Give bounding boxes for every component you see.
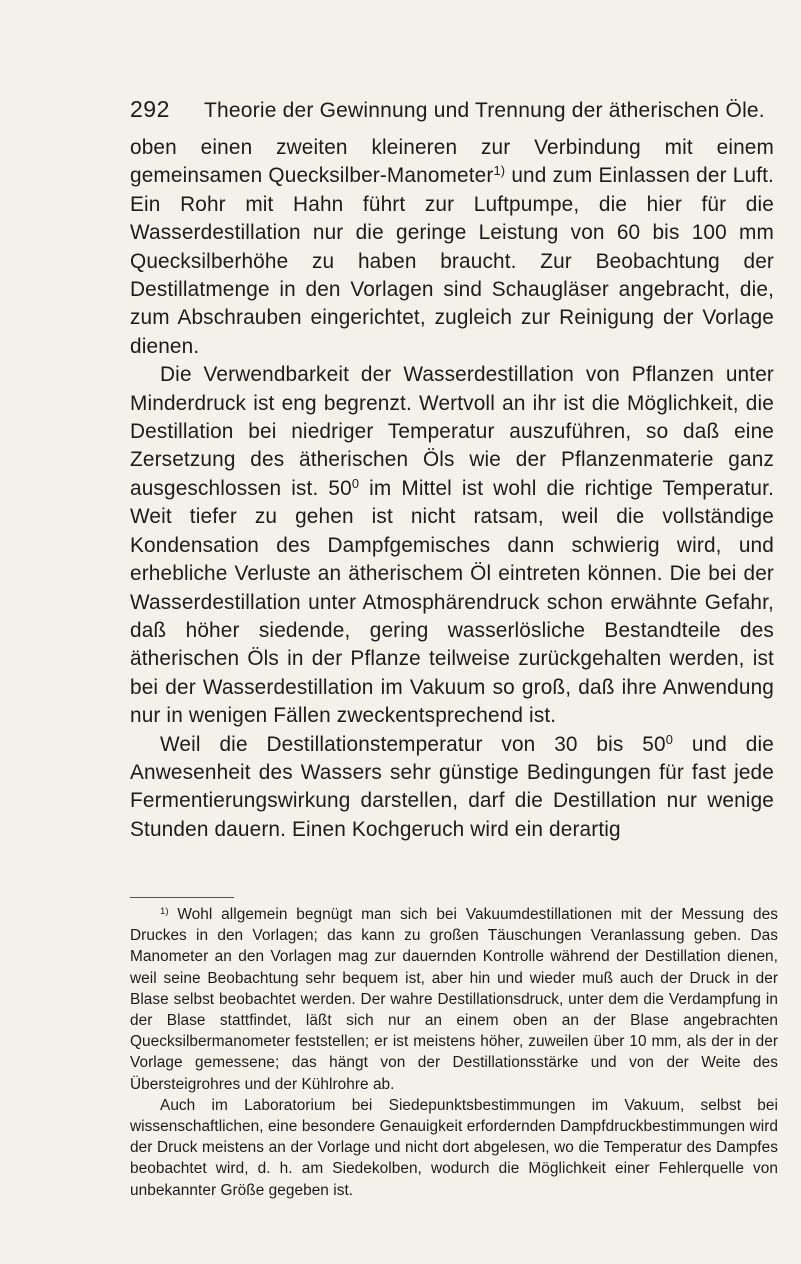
running-title: Theorie der Gewinnung und Trennung der ätherischen Öle.: [204, 99, 765, 122]
page-number: 292: [130, 96, 170, 122]
footnote-1-continuation: Auch im Laboratorium bei Siedepunktsbestimmungen im Vakuum, selbst bei wissenschaftlichen, eine besondere Genauigkeit erfordernden Dampfdruckbestimmungen wird der Druck meistens an der Vorlage und nicht dort abgelesen, wo die Temperatur des Dampfes beobachtet wird, d. h. am Siedekolben, wodurch die Möglichkeit einer Fehlerquelle von unbekannter Größe gegeben ist.: [130, 1096, 778, 1199]
paragraph-3: [130, 731, 774, 845]
paragraph-3-part-a: Weil die Destillationstemperatur von 30 bis 50: [160, 732, 666, 756]
footnote-1-text: Wohl allgemein begnügt man sich bei Vakuumdestillationen mit der Messung des Druckes in den Vorlagen; das kann zu großen Täuschungen Veranlassung geben. Das Manometer an den Vorlagen mag zur dauernden Kontrolle während der Destillation dienen, weil seine Beobachtung sehr bequem ist, aber hin und wieder muß auch der Druck in der Blase selbst beobachtet werden. Der wahre Destillationsdruck, unter dem die Verdampfung in der Blase stattfindet, läßt sich nur an einem oben an der Blase angebrachten Quecksilbermanometer feststellen; er ist meistens höher, zuweilen über 10 mm, als der in der Vorlage gemessene; das hängt von der Destillationsstärke und von der Weite des Übersteigrohres und der Kühlrohre ab.: [130, 906, 778, 1093]
paragraph-3-part-b: und die Anwesenheit des Wassers sehr günstige Bedingungen für fast jede Fermentierungswirkung darstellen, darf die Destillation nur wenige Stunden dauern. Einen Kochgeruch wird ein derartig: [130, 732, 774, 841]
footnote-separator: [130, 897, 234, 898]
page-header: [130, 96, 770, 132]
paragraph-1-part-b: und zum Einlassen der Luft. Ein Rohr mit Hahn führt zur Luftpumpe, die hier für die Wasserdestillation nur die geringe Leistung von 60 bis 100 mm Quecksilberhöhe zu haben braucht. Zur Beobachtung der Destillatmenge in den Vorlagen sind Schaugläser angebracht, die, zum Abschrauben eingerichtet, zugleich zur Reinigung der Vorlage dienen.: [130, 164, 774, 358]
paragraph-2-part-b: im Mittel ist wohl die richtige Temperatur. Weit tiefer zu gehen ist nicht ratsam, weil die vollständige Kondensation des Dampfgemisches dann schwierig wird, und erhebliche Verluste an ätherischem Öl eintreten können. Die bei der Wasserdestillation unter Atmosphärendruck schon erwähnte Gefahr, daß höher siedende, gering wasserlösliche Bestandteile des ätherischen Öls in der Pflanze teilweise zurückgehalten werden, ist bei der Wasserdestillation im Vakuum so groß, daß ihre Anwendung nur in wenigen Fällen zweckentsprechend ist.: [130, 476, 774, 728]
degree-sign: 0: [665, 731, 674, 747]
paragraph-2: [130, 361, 774, 730]
footnote-reference: 1): [493, 163, 506, 179]
paragraph-2-part-a: Die Verwendbarkeit der Wasserdestillation von Pflanzen unter Minderdruck ist eng begrenzt. Wertvoll an ihr ist die Möglichkeit, die Destillation bei niedriger Temperatur auszuführen, so daß eine Zersetzung des ätherischen Öls wie der Pflanzenmaterie ganz ausgeschlossen ist. 50: [130, 363, 774, 500]
footnote-1: [130, 904, 778, 1095]
degree-sign: 0: [351, 475, 360, 491]
main-text: [130, 134, 774, 844]
paragraph-1-part-a: oben einen zweiten kleineren zur Verbindung mit einem gemeinsamen Quecksilber-Manometer: [130, 136, 774, 188]
paragraph-1: [130, 134, 774, 361]
footnote-marker: 1): [160, 905, 169, 917]
footnotes: [130, 904, 778, 1201]
